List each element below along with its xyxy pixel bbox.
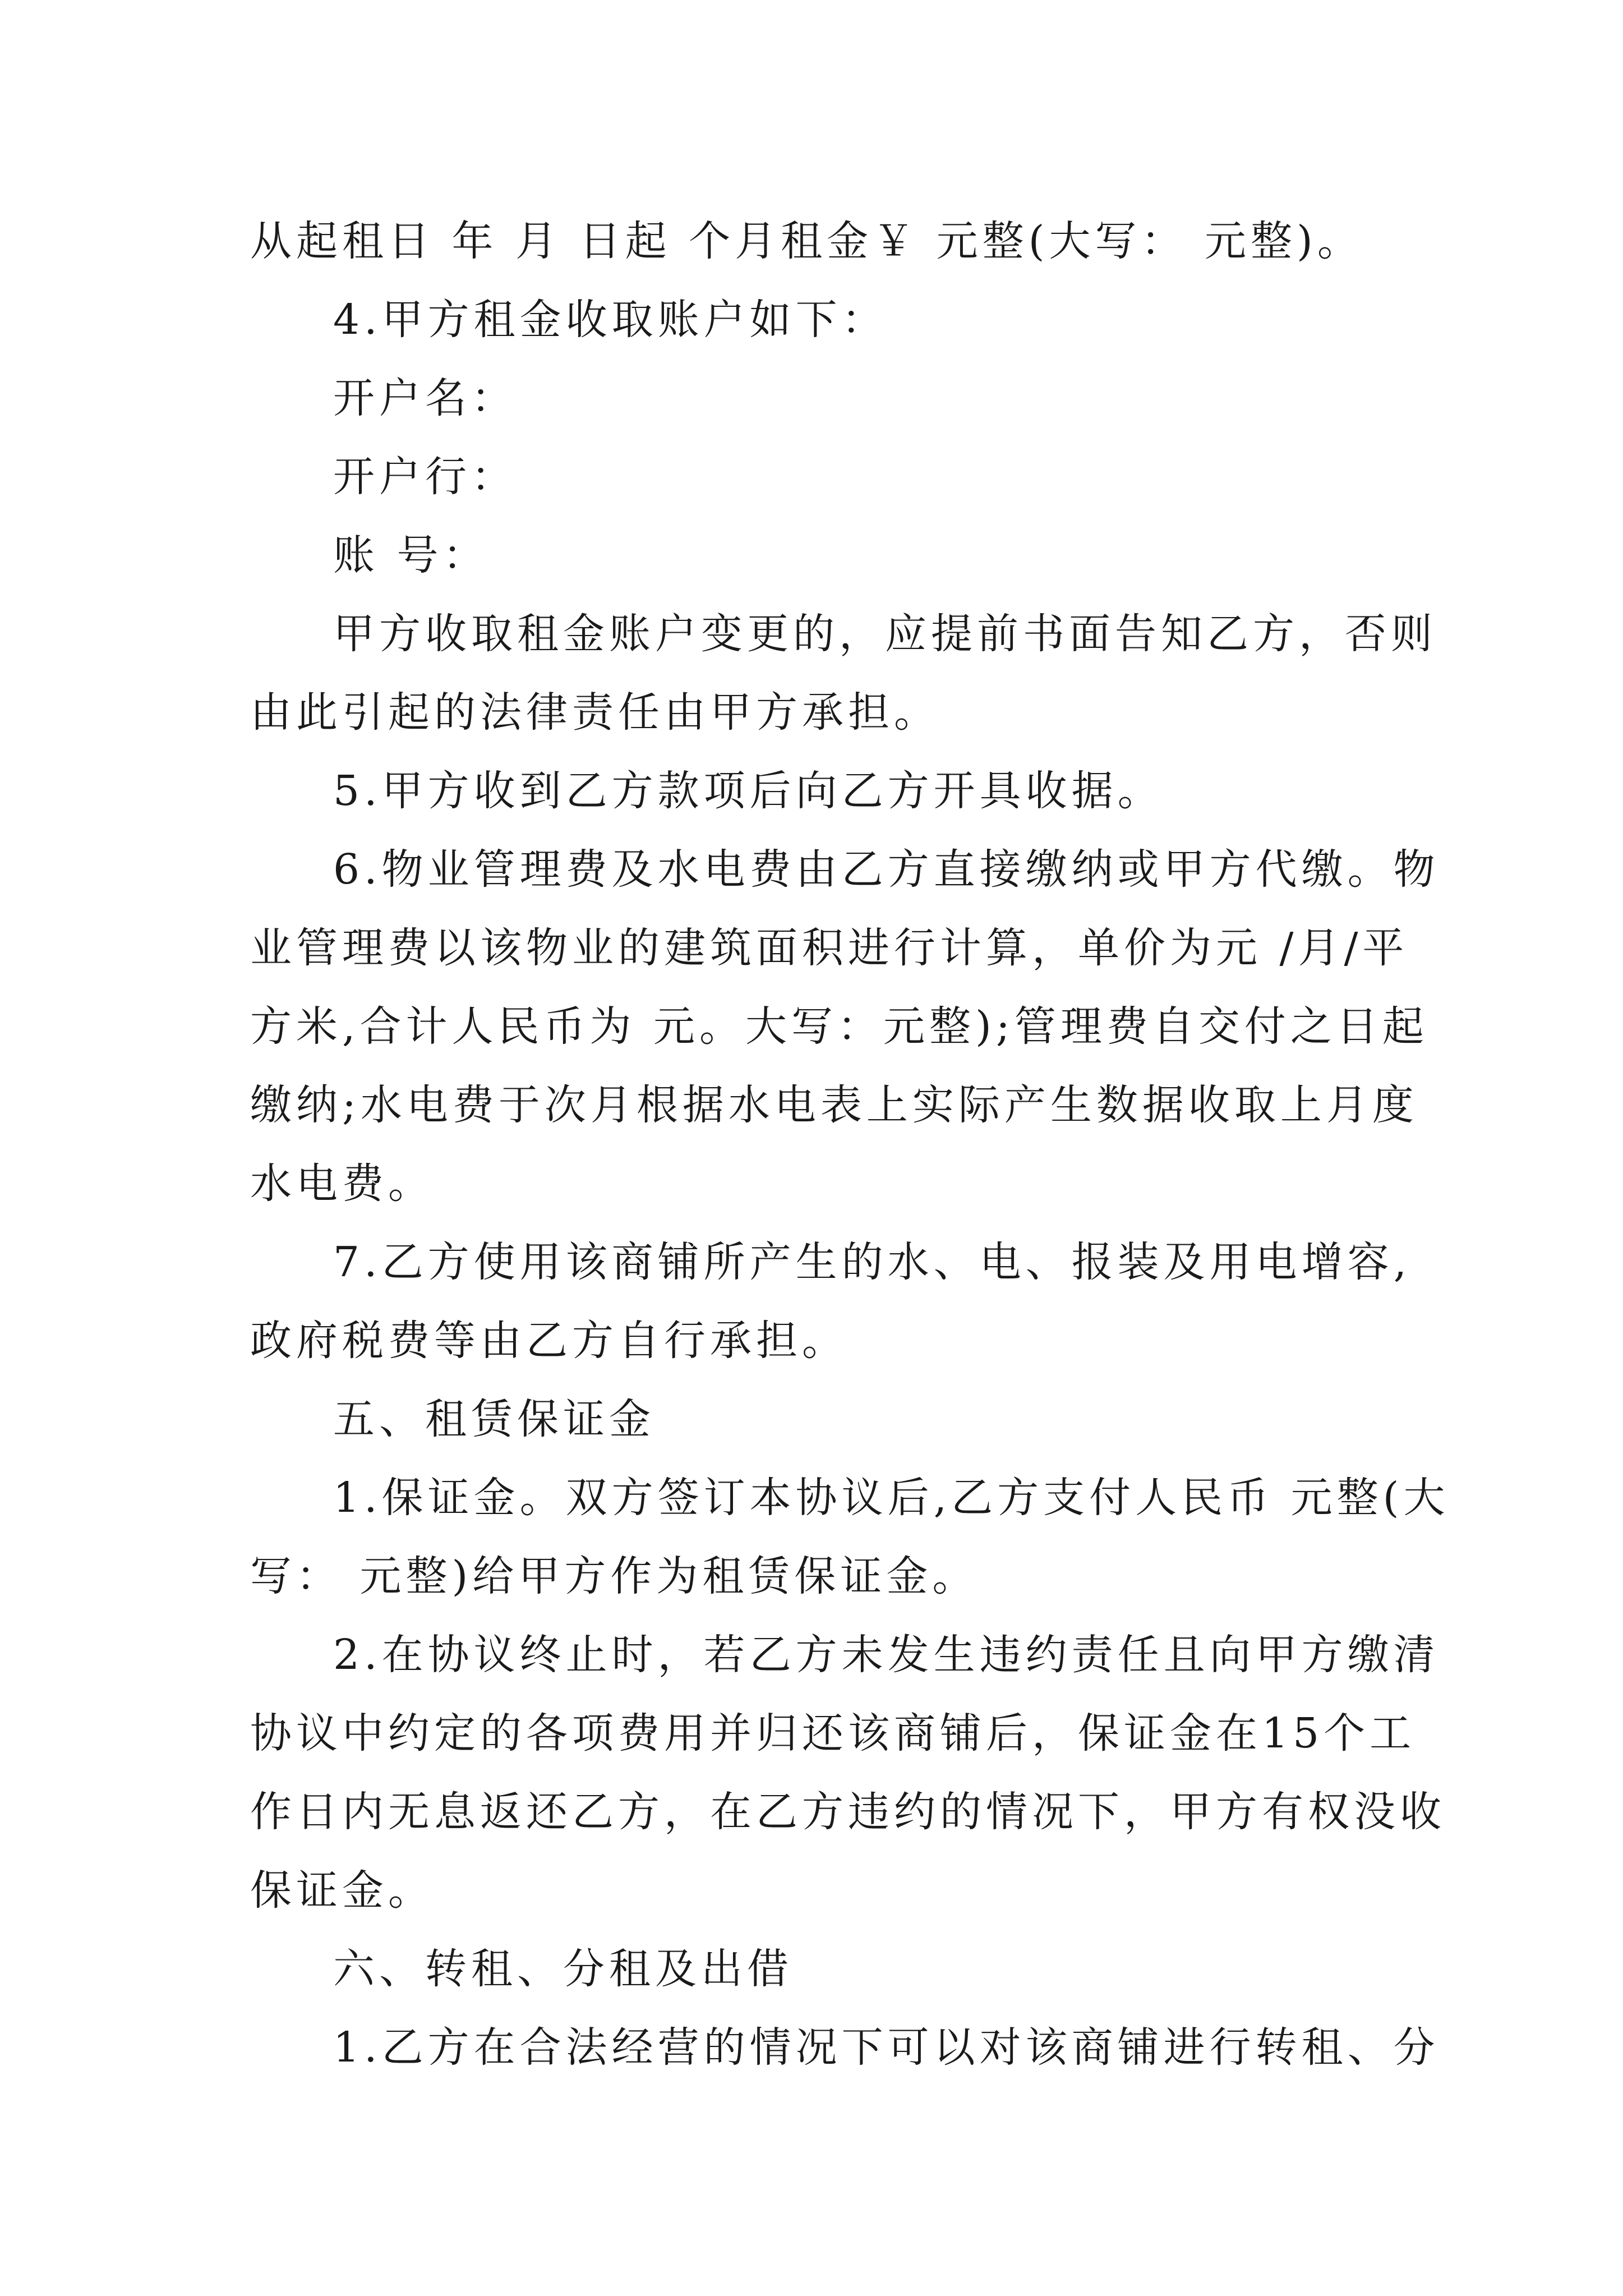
text-line: 协议中约定的各项费用并归还该商铺后，保证金在15个工 <box>250 1709 1416 1757</box>
text-line: 水电费。 <box>250 1159 434 1208</box>
text-line: 从起租日 年 月 日起 个月租金￥ 元整(大写： 元整)。 <box>250 217 1363 265</box>
text-line: 甲方收取租金账户变更的，应提前书面告知乙方，否则 <box>333 610 1437 658</box>
text-line: 2.在协议终止时，若乙方未发生违约责任且向甲方缴清 <box>333 1631 1440 1679</box>
text-line: 写： 元整)给甲方作为租赁保证金。 <box>250 1552 979 1600</box>
text-line: 保证金。 <box>250 1866 434 1915</box>
text-line: 由此引起的法律责任由甲方承担。 <box>250 688 940 737</box>
text-line: 作日内无息返还乙方，在乙方违约的情况下，甲方有权没收 <box>250 1788 1446 1836</box>
contract-text-body <box>250 202 1450 2087</box>
text-line: 业管理费以该物业的建筑面积进行计算，单价为元 /月/平 <box>250 924 1409 972</box>
text-line: 1.乙方在合法经营的情况下可以对该商铺进行转租、分 <box>333 2023 1440 2072</box>
text-line: 7.乙方使用该商铺所产生的水、电、报装及用电增容, <box>333 1238 1412 1286</box>
text-line: 开户行： <box>333 453 517 501</box>
text-line: 5.甲方收到乙方款项后向乙方开具收据。 <box>333 767 1164 815</box>
text-line: 账 号： <box>333 531 489 579</box>
text-line: 政府税费等由乙方自行承担。 <box>250 1317 848 1365</box>
section-heading: 六、转租、分租及出借 <box>333 1945 793 1993</box>
section-heading: 五、租赁保证金 <box>333 1395 655 1443</box>
text-line: 缴纳;水电费于次月根据水电表上实际产生数据收取上月度 <box>250 1081 1418 1129</box>
text-line: 开户名： <box>333 374 517 422</box>
text-line: 4.甲方租金收取账户如下： <box>333 296 888 344</box>
text-line: 6.物业管理费及水电费由乙方直接缴纳或甲方代缴。物 <box>333 845 1440 894</box>
text-line: 方米,合计人民币为 元。大写：元整);管理费自交付之日起 <box>250 1002 1428 1051</box>
text-line: 1.保证金。双方签订本协议后,乙方支付人民币 元整(大 <box>333 1474 1450 1522</box>
